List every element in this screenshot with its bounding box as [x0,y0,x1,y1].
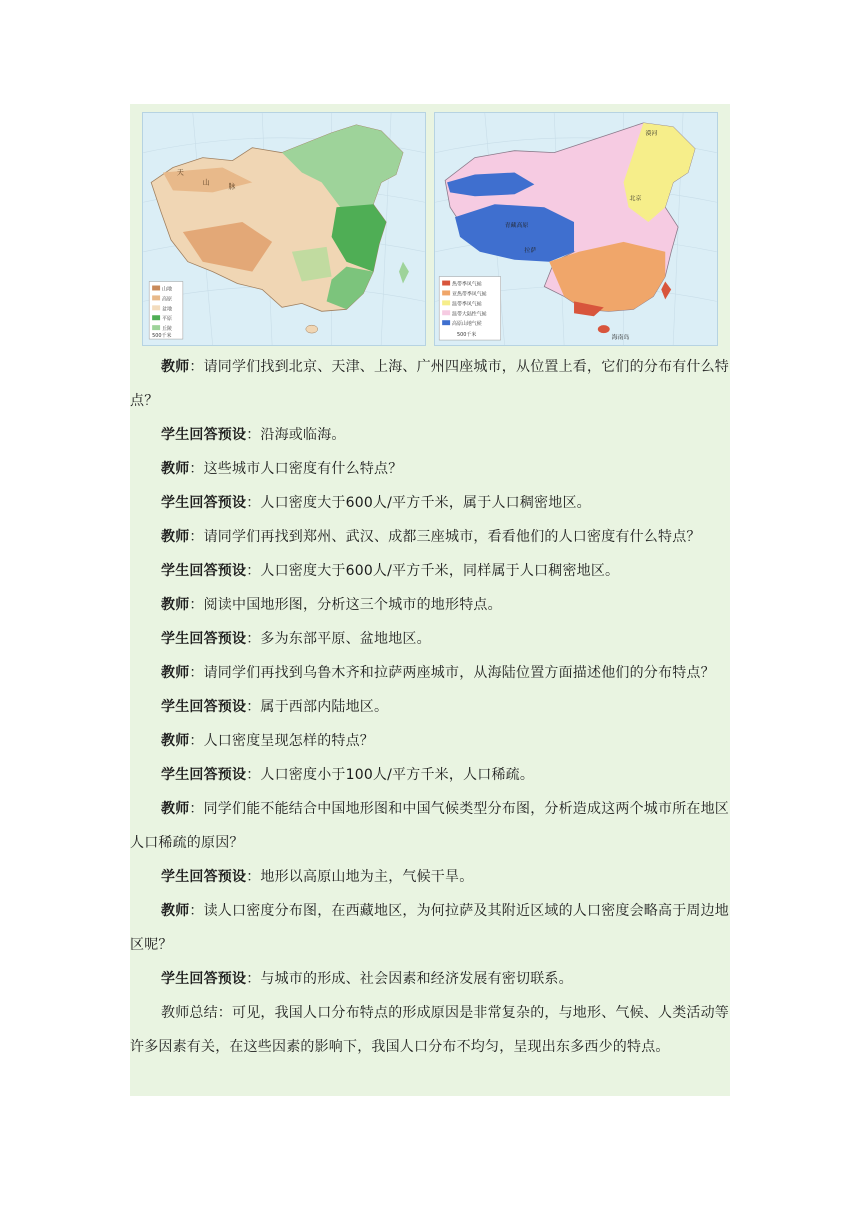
dialogue-text: 请同学们再找到乌鲁木齐和拉萨两座城市，从海陆位置方面描述他们的分布特点？ [203,665,715,681]
dialogue-text: 阅读中国地形图，分析这三个城市的地形特点。 [203,597,502,613]
speaker-label: 教师 [161,597,190,613]
speaker-colon: ： [246,563,261,579]
dialogue-text: 人口密度呈现怎样的特点？ [203,733,375,749]
speaker-colon: ： [246,631,261,647]
speaker-label: 学生回答预设 [161,563,247,579]
dialogue-line [130,486,730,520]
speaker-colon: ： [189,359,204,375]
speaker-colon: ： [189,733,204,749]
terrain-label-2: 山 [202,178,210,187]
terrain-legend-2: 高原 [162,296,172,303]
dialogue-line [130,350,730,418]
dialogue-text [130,350,730,1064]
speaker-label: 教师 [161,665,190,681]
terrain-legend-3: 盆地 [162,306,172,313]
speaker-label: 教师 [161,733,190,749]
speaker-colon: ： [189,597,204,613]
speaker-label: 教师 [161,801,190,817]
speaker-colon: ： [246,971,261,987]
dialogue-line [130,894,730,962]
speaker-label: 学生回答预设 [161,631,247,647]
dialogue-text: 多为东部平原、盆地地区。 [260,631,431,647]
teacher-summary: 教师总结：可见，我国人口分布特点的形成原因是非常复杂的，与地形、气候、人类活动等许多因素有关，在这些因素的影响下，我国人口分布不均匀，呈现出东多西少的特点。 [130,1005,729,1055]
climate-legend-1: 热带季风气候 [452,281,482,288]
dialogue-line [130,588,730,622]
terrain-scale: 500千米 [152,333,172,340]
map-figures [142,112,718,346]
dialogue-text: 人口密度大于600人/平方千米，同样属于人口稠密地区。 [260,563,620,579]
dialogue-line [130,452,730,486]
dialogue-text: 这些城市人口密度有什么特点？ [203,461,403,477]
speaker-colon: ： [246,427,261,443]
dialogue-line [130,962,730,996]
dialogue-text: 属于西部内陆地区。 [260,699,389,715]
climate-label-plateau: 青藏高原 [504,222,529,230]
climate-label-beijing: 北京 [629,195,642,203]
dialogue-line [130,690,730,724]
dialogue-line [130,792,730,860]
dialogue-text: 与城市的形成、社会因素和经济发展有密切联系。 [260,971,573,987]
climate-legend-4: 温带大陆性气候 [452,311,487,318]
climate-map [434,112,718,346]
terrain-label-1: 天 [176,168,184,177]
speaker-colon: ： [246,495,261,511]
speaker-colon: ： [246,699,261,715]
speaker-colon: ： [189,529,204,545]
dialogue-line [130,520,730,554]
dialogue-line [130,860,730,894]
climate-label-lhasa: 拉萨 [524,246,537,254]
dialogue-text: 请同学们找到北京、天津、上海、广州四座城市，从位置上看，它们的分布有什么特点？ [130,359,730,409]
speaker-label: 学生回答预设 [161,869,247,885]
speaker-label: 学生回答预设 [161,971,247,987]
dialogue-text: 读人口密度分布图，在西藏地区，为何拉萨及其附近区域的人口密度会略高于周边地区呢？ [130,903,730,953]
speaker-label: 教师 [161,359,190,375]
climate-map-graphic [435,113,717,345]
speaker-colon: ： [189,903,204,919]
speaker-label: 教师 [161,903,190,919]
terrain-legend-5: 丘陵 [162,326,172,333]
terrain-label-3: 脉 [228,182,236,191]
speaker-label: 学生回答预设 [161,767,247,783]
speaker-label: 学生回答预设 [161,427,247,443]
terrain-legend-4: 平原 [162,316,172,323]
dialogue-line [130,656,730,690]
dialogue-text: 人口密度大于600人/平方千米，属于人口稠密地区。 [260,495,591,511]
speaker-colon: ： [189,801,204,817]
dialogue-line [130,418,730,452]
climate-legend-3: 温带季风气候 [452,301,482,308]
speaker-colon: ： [189,665,204,681]
speaker-colon: ： [246,869,261,885]
climate-label-mohe: 漠河 [645,129,658,137]
speaker-label: 教师 [161,529,190,545]
speaker-colon: ： [246,767,261,783]
terrain-map-graphic [143,113,425,345]
climate-legend [439,277,500,340]
climate-legend-2: 亚热带季风气候 [452,291,487,298]
dialogue-text: 地形以高原山地为主，气候干旱。 [260,869,474,885]
dialogue-text: 请同学们再找到郑州、武汉、成都三座城市，看看他们的人口密度有什么特点？ [203,529,701,545]
dialogue-text: 同学们能不能结合中国地形图和中国气候类型分布图，分析造成这两个城市所在地区人口稀疏的原因？ [130,801,730,851]
climate-scale: 500千米 [457,332,477,339]
dialogue-text: 沿海或临海。 [260,427,346,443]
speaker-label: 教师 [161,461,190,477]
climate-label-hainan: 海南岛 [611,334,630,342]
terrain-map [142,112,426,346]
dialogue-line [130,554,730,588]
content-panel [130,104,730,1096]
speaker-label: 学生回答预设 [161,699,247,715]
terrain-legend-1: 山地 [162,286,172,293]
climate-legend-5: 高原山地气候 [452,321,482,328]
speaker-label: 学生回答预设 [161,495,247,511]
dialogue-text: 人口密度小于100人/平方千米，人口稀疏。 [260,767,535,783]
dialogue-line [130,724,730,758]
dialogue-line [130,622,730,656]
speaker-colon: ： [189,461,204,477]
dialogue-line [130,758,730,792]
terrain-legend [149,282,183,340]
